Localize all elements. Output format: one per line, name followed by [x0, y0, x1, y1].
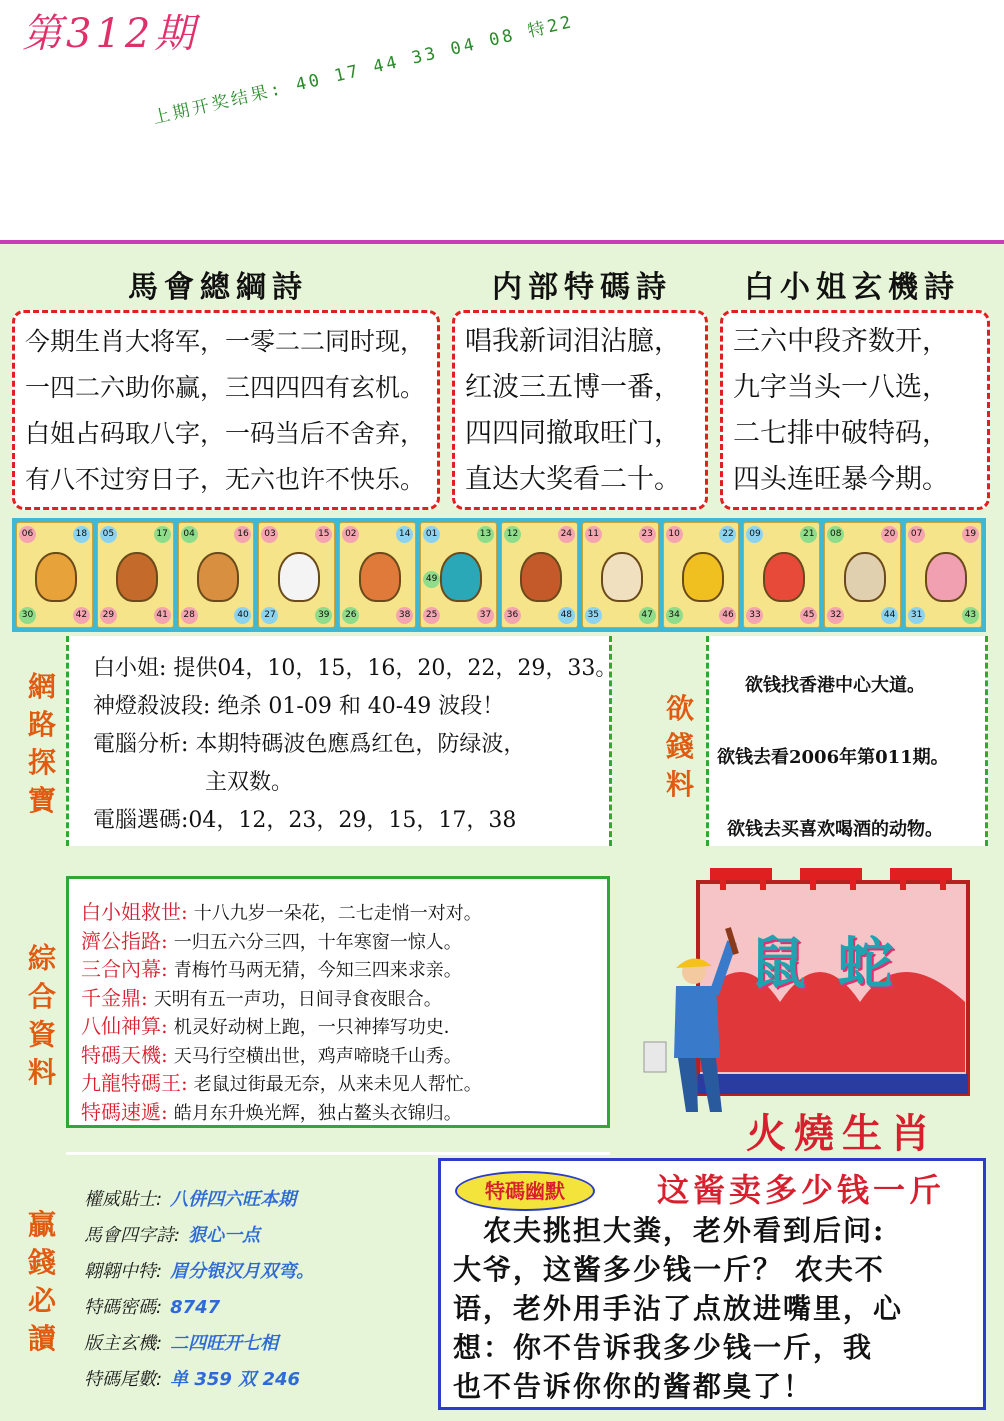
joke-box [438, 1158, 986, 1410]
money-box [706, 636, 988, 846]
must-key: 特碼密碼: [84, 1297, 163, 1318]
zodiac-number: 23 [639, 526, 656, 543]
combo-row [81, 1099, 607, 1128]
poem-line: 九字当头一八选， [733, 372, 949, 403]
must-row [84, 1326, 434, 1362]
zodiac-number: 18 [73, 526, 90, 543]
money-row: 欲钱找香港中心大道。 [745, 675, 925, 696]
zodiac-cell [97, 522, 174, 628]
net-box [66, 636, 618, 846]
must-key: 翺翺中特: [84, 1261, 163, 1282]
must-value: 8747 [170, 1297, 221, 1318]
zodiac-number: 13 [477, 526, 494, 543]
zodiac-number: 17 [154, 526, 171, 543]
zodiac-number: 07 [908, 526, 925, 543]
zodiac-number: 39 [315, 607, 332, 624]
combo-row [81, 1013, 607, 1042]
zodiac-number: 20 [881, 526, 898, 543]
combo-box [66, 876, 610, 1128]
zodiac-number: 03 [261, 526, 278, 543]
poem-box-2 [452, 310, 708, 510]
combo-key: 八仙神算: [81, 1014, 168, 1038]
combo-value: 老鼠过街最无奈，从来未见人帮忙。 [193, 1074, 482, 1095]
must-value: 眉分银汉月双弯。 [170, 1261, 315, 1282]
money-row: 欲钱去买喜欢喝酒的动物。 [727, 819, 943, 840]
joke-badge: 特碼幽默 [455, 1171, 595, 1211]
zodiac-cell [339, 522, 416, 628]
poem-line: 直达大奖看二十。 [465, 464, 681, 495]
zodiac-number: 27 [261, 607, 278, 624]
must-key: 權威貼士: [84, 1189, 163, 1210]
zodiac-number: 41 [154, 607, 171, 624]
combo-value: 天明有五一声功，日间寻食夜眼合。 [153, 988, 442, 1010]
poem-title-3: 白小姐玄機詩 [744, 270, 960, 305]
snake-icon [440, 552, 482, 602]
combo-row [81, 928, 607, 957]
goat-icon [601, 552, 643, 602]
combo-key: 千金鼎: [81, 985, 148, 1010]
combo-value: 十八九岁一朵花，二七走悄一对对。 [193, 903, 482, 924]
zodiac-number: 29 [100, 607, 117, 624]
zodiac-number: 09 [746, 526, 763, 543]
zodiac-cell [501, 522, 578, 628]
joke-line: 大爷，这酱多少钱一斤？ 农夫不 [453, 1253, 885, 1286]
rooster-icon [763, 552, 805, 602]
zodiac-cell [824, 522, 901, 628]
net-row: 電腦分析: 本期特碼波色應爲红色，防绿波， [93, 732, 526, 757]
net-row: 電腦選碼:04，12，23，29，15，17，38 [93, 808, 517, 833]
joke-title: 这酱卖多少钱一斤 [657, 1171, 946, 1209]
zodiac-cell [905, 522, 982, 628]
poem-line: 今期生肖大将军，一零二二同时现， [25, 327, 426, 356]
poem-line: 红波三五博一番， [465, 372, 681, 403]
zodiac-cell [178, 522, 255, 628]
joke-body [453, 1211, 903, 1406]
poem-line: 四头连旺暴今期。 [733, 464, 949, 495]
zodiac-number: 01 [423, 526, 440, 543]
combo-key: 特碼天機: [81, 1042, 168, 1067]
zodiac-number: 40 [234, 607, 251, 624]
combo-label [22, 940, 62, 1092]
zodiac-number: 15 [315, 526, 332, 543]
combo-key: 九龍特碼王: [81, 1071, 188, 1095]
zodiac-number: 08 [827, 526, 844, 543]
poem-title-2: 内部特碼詩 [492, 270, 672, 305]
combo-value: 青梅竹马两无猜，今知三四来求亲。 [173, 960, 462, 981]
must-label-text: 贏錢必讀 [27, 1208, 56, 1355]
issue-number: 第312期 [22, 11, 199, 57]
poem-line: 二七排中破特码， [733, 418, 949, 449]
must-label [22, 1206, 62, 1358]
dragon-icon [359, 552, 401, 602]
zodiac-number: 11 [585, 526, 602, 543]
ox-icon [116, 552, 158, 602]
net-label-text: 網路探寶 [27, 670, 56, 817]
net-row: 白小姐: 提供04，10，15，16，20，22，29，33。 [93, 656, 618, 681]
zodiac-cell [582, 522, 659, 628]
combo-value: 皓月东升焕光辉，独占鳌头衣锦归。 [173, 1102, 462, 1124]
zodiac-number: 30 [19, 607, 36, 624]
zodiac-number: 32 [827, 607, 844, 624]
must-value: 八併四六旺本期 [170, 1189, 297, 1210]
joke-line: 也不告诉你你的酱都臭了！ [453, 1370, 814, 1403]
zodiac-number: 05 [100, 526, 117, 543]
zodiac-number: 37 [477, 607, 494, 624]
must-row [84, 1182, 434, 1218]
must-value: 单 359 双 246 [170, 1369, 301, 1390]
combo-value: 天马行空横出世，鸡声啼晓千山秀。 [173, 1045, 462, 1067]
zodiac-number: 19 [962, 526, 979, 543]
combo-label-text: 綜合資料 [27, 942, 56, 1089]
poem-title-1: 馬會總綱詩 [128, 270, 308, 305]
zodiac-number: 02 [342, 526, 359, 543]
money-row: 欲钱去看2006年第011期。 [717, 747, 949, 768]
net-row: 主双数。 [205, 770, 294, 795]
zodiac-cell [258, 522, 335, 628]
zodiac-cell [743, 522, 820, 628]
fire-zodiac-text: 鼠 蛇 [750, 931, 900, 997]
money-label [660, 690, 700, 804]
combo-row [81, 1042, 607, 1071]
must-key: 特碼尾數: [84, 1369, 163, 1390]
zodiac-number: 49 [423, 571, 440, 588]
zodiac-number: 36 [504, 607, 521, 624]
net-row: 神燈殺波段: 绝杀 01-09 和 40-49 波段！ [93, 694, 505, 719]
fire-zodiac-caption: 火燒生肖 [746, 1110, 938, 1157]
last-draw-result: 上期开奖结果: 40 17 44 33 04 08 特22 [151, 11, 576, 129]
poem-line: 三六中段齐数开， [733, 326, 949, 357]
zodiac-number: 10 [666, 526, 683, 543]
combo-row [81, 1070, 607, 1099]
zodiac-number: 42 [73, 607, 90, 624]
poem-line: 唱我新词泪沾臆， [465, 326, 681, 357]
monkey-icon [682, 552, 724, 602]
zodiac-number: 25 [423, 607, 440, 624]
must-value: 二四旺开七相 [170, 1333, 279, 1354]
zodiac-number: 04 [181, 526, 198, 543]
must-value: 狠心一点 [188, 1225, 261, 1246]
poem-line: 一四二六助你赢，三四四四有玄机。 [25, 373, 426, 402]
must-row [84, 1218, 434, 1254]
zodiac-number: 47 [639, 607, 656, 624]
zodiac-number: 06 [19, 526, 36, 543]
zodiac-number: 28 [181, 607, 198, 624]
joke-line: 想：你不告诉我多少钱一斤，我 [453, 1331, 874, 1364]
net-label [22, 668, 62, 820]
zodiac-number: 12 [504, 526, 521, 543]
combo-value: 一归五六分三四，十年寒窗一惊人。 [173, 931, 462, 953]
rat-icon [35, 552, 77, 602]
zodiac-number: 31 [908, 607, 925, 624]
poem-line: 白姐占码取八字，一码当后不舍弃， [25, 419, 426, 448]
poem-line: 四四同撤取旺门， [465, 418, 681, 449]
zodiac-number: 33 [746, 607, 763, 624]
zodiac-number: 38 [396, 607, 413, 624]
divider [66, 1152, 610, 1155]
must-key: 馬會四字詩: [84, 1225, 181, 1246]
zodiac-number: 22 [719, 526, 736, 543]
combo-key: 白小姐救世: [81, 900, 188, 924]
rabbit-icon [278, 552, 320, 602]
zodiac-number: 14 [396, 526, 413, 543]
tiger-icon [197, 552, 239, 602]
joke-line: 语，老外用手沾了点放进嘴里，心 [453, 1292, 904, 1325]
zodiac-number: 26 [342, 607, 359, 624]
zodiac-number: 46 [719, 607, 736, 624]
combo-row [81, 985, 607, 1014]
combo-row [81, 899, 607, 928]
zodiac-cell [663, 522, 740, 628]
zodiac-number: 16 [234, 526, 251, 543]
combo-key: 特碼速遞: [81, 1099, 168, 1124]
poem-box-1 [12, 310, 440, 510]
must-row [84, 1362, 434, 1398]
dog-icon [844, 552, 886, 602]
combo-key: 三合內幕: [81, 957, 168, 981]
zodiac-number: 21 [800, 526, 817, 543]
pig-icon [925, 552, 967, 602]
poem-box-3 [720, 310, 990, 510]
zodiac-cell [16, 522, 93, 628]
combo-row [81, 956, 607, 985]
joke-line: 农夫挑担大粪，老外看到后问: [453, 1214, 886, 1247]
must-row [84, 1254, 434, 1290]
zodiac-cell [420, 522, 497, 628]
poem-line: 有八不过穷日子，无六也许不快乐。 [25, 465, 426, 494]
zodiac-number: 35 [585, 607, 602, 624]
combo-key: 濟公指路: [81, 928, 168, 953]
combo-value: 机灵好动树上跑，一只神捧写功史． [173, 1017, 462, 1038]
zodiac-number: 43 [962, 607, 979, 624]
zodiac-band [12, 518, 986, 632]
zodiac-number: 24 [558, 526, 575, 543]
zodiac-number: 44 [881, 607, 898, 624]
must-box [84, 1182, 434, 1398]
zodiac-number: 34 [666, 607, 683, 624]
money-label-text: 欲錢料 [665, 692, 694, 801]
zodiac-number: 45 [800, 607, 817, 624]
must-key: 版主玄機: [84, 1333, 163, 1354]
horse-icon [520, 552, 562, 602]
must-row [84, 1290, 434, 1326]
zodiac-number: 48 [558, 607, 575, 624]
